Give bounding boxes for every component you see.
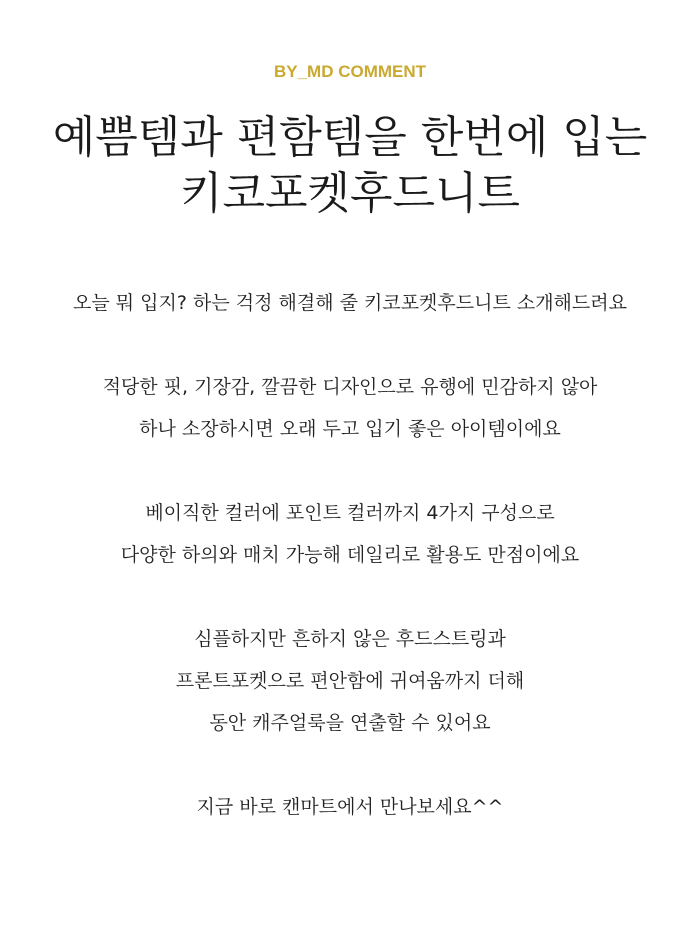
product-title [0,110,700,222]
description-line: 다양한 하의와 매치 가능해 데일리로 활용도 만점이에요 [120,544,580,566]
closing-line: 지금 바로 캔마트에서 만나보세요^^ [196,796,504,818]
description-line: 하나 소장하시면 오래 두고 입기 좋은 아이템이에요 [139,418,561,440]
description-paragraph [0,618,700,744]
description-line: 심플하지만 흔하지 않은 후드스트링과 [194,628,506,650]
description-paragraph [0,492,700,576]
description-body [0,282,700,870]
description-line: 동안 캐주얼룩을 연출할 수 있어요 [209,712,491,734]
description-paragraph [0,786,700,828]
description-line: 베이직한 컬러에 포인트 컬러까지 4가지 구성으로 [145,502,555,524]
description-line: 오늘 뭐 입지? 하는 걱정 해결해 줄 키코포켓후드니트 소개해드려요 [73,292,627,314]
md-comment-tag: BY_MD COMMENT [273,62,427,81]
description-line: 프론트포켓으로 편안함에 귀여움까지 더해 [175,670,525,692]
description-line: 적당한 핏, 기장감, 깔끔한 디자인으로 유행에 민감하지 않아 [102,376,598,398]
description-paragraph [0,282,700,324]
product-title-line: 키코포켓후드니트 [179,168,521,219]
description-paragraph [0,366,700,450]
product-title-line: 예쁨템과 편함템을 한번에 입는 [52,112,648,163]
